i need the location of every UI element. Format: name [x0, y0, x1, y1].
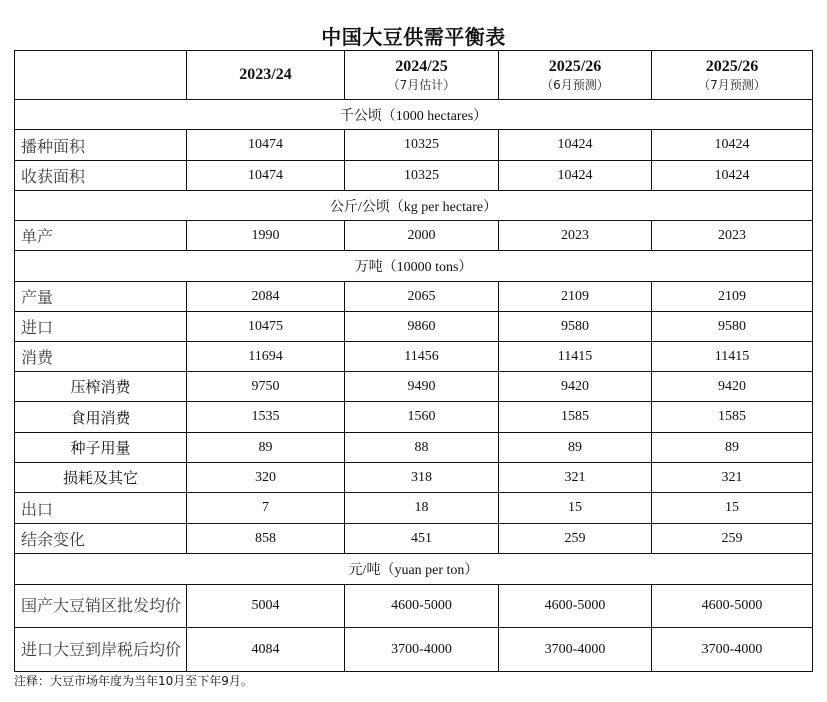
cell-value: 1560 — [345, 402, 499, 433]
table-row-balance-change — [15, 524, 813, 554]
cell-value: 2000 — [345, 221, 499, 251]
row-label: 国产大豆销区批发均价 — [15, 585, 187, 628]
table-row-import-price — [15, 628, 813, 672]
cell-value: 89 — [499, 433, 652, 463]
cell-value: 4084 — [187, 628, 345, 672]
cell-value: 10424 — [652, 161, 813, 191]
row-label: 收获面积 — [15, 161, 187, 191]
column-note: （7月预测） — [698, 78, 766, 92]
supply-demand-table — [14, 50, 813, 672]
header-2025-26-june — [499, 51, 652, 100]
cell-value: 9750 — [187, 372, 345, 402]
cell-value: 10424 — [499, 161, 652, 191]
row-label: 出口 — [15, 493, 187, 524]
cell-value: 2065 — [345, 282, 499, 312]
cell-value: 451 — [345, 524, 499, 554]
header-row — [15, 51, 813, 100]
row-label: 食用消费 — [15, 402, 187, 433]
column-note: （6月预测） — [541, 78, 609, 92]
cell-value: 858 — [187, 524, 345, 554]
unit-row-volume — [15, 251, 813, 282]
cell-value: 9580 — [652, 312, 813, 342]
column-note: （7月估计） — [387, 78, 456, 92]
row-label: 消费 — [15, 342, 187, 372]
cell-value: 9420 — [652, 372, 813, 402]
table-row-consumption — [15, 342, 813, 372]
header-corner-cell — [15, 51, 187, 100]
row-label: 结余变化 — [15, 524, 187, 554]
row-label: 播种面积 — [15, 130, 187, 161]
cell-value: 10325 — [345, 130, 499, 161]
page-title: 中国大豆供需平衡表 — [321, 25, 506, 49]
header-2023-24 — [187, 51, 345, 100]
column-year: 2024/25 — [395, 58, 448, 75]
cell-value: 3700-4000 — [345, 628, 499, 672]
cell-value: 9580 — [499, 312, 652, 342]
cell-value: 89 — [652, 433, 813, 463]
row-label: 单产 — [15, 221, 187, 251]
cell-value: 320 — [187, 463, 345, 493]
row-label: 进口大豆到岸税后均价 — [15, 628, 187, 672]
table-row-food — [15, 402, 813, 433]
footnote: 注释：大豆市场年度为当年10月至下年9月。 — [14, 674, 253, 688]
column-year: 2025/26 — [705, 58, 759, 75]
cell-value: 9860 — [345, 312, 499, 342]
header-2025-26-july — [652, 51, 813, 100]
cell-value: 10474 — [187, 161, 345, 191]
table-row-loss-other — [15, 463, 813, 493]
table-row-harvested-area — [15, 161, 813, 191]
cell-value: 10474 — [187, 130, 345, 161]
unit-label: 万吨（10000 tons） — [15, 251, 813, 282]
cell-value: 15 — [652, 493, 813, 524]
cell-value: 9490 — [345, 372, 499, 402]
cell-value: 2023 — [652, 221, 813, 251]
unit-row-area — [15, 100, 813, 130]
cell-value: 11456 — [345, 342, 499, 372]
row-label: 压榨消费 — [15, 372, 187, 402]
row-label: 种子用量 — [15, 433, 187, 463]
cell-value: 9420 — [499, 372, 652, 402]
cell-value: 10424 — [499, 130, 652, 161]
unit-label: 公斤/公顷（kg per hectare） — [15, 191, 813, 221]
cell-value: 3700-4000 — [652, 628, 813, 672]
cell-value: 3700-4000 — [499, 628, 652, 672]
cell-value: 10424 — [652, 130, 813, 161]
table-row-production — [15, 282, 813, 312]
table-row-yield — [15, 221, 813, 251]
row-label: 产量 — [15, 282, 187, 312]
cell-value: 1585 — [499, 402, 652, 433]
cell-value: 10325 — [345, 161, 499, 191]
cell-value: 1535 — [187, 402, 345, 433]
unit-label: 千公顷（1000 hectares） — [15, 100, 813, 130]
table-row-planted-area — [15, 130, 813, 161]
cell-value: 2109 — [499, 282, 652, 312]
cell-value: 4600-5000 — [652, 585, 813, 628]
cell-value: 88 — [345, 433, 499, 463]
cell-value: 11415 — [652, 342, 813, 372]
column-year: 2025/26 — [548, 58, 602, 75]
cell-value: 259 — [652, 524, 813, 554]
cell-value: 2023 — [499, 221, 652, 251]
table-row-seed — [15, 433, 813, 463]
cell-value: 1585 — [652, 402, 813, 433]
unit-label: 元/吨（yuan per ton） — [15, 554, 813, 585]
table-row-crush — [15, 372, 813, 402]
cell-value: 7 — [187, 493, 345, 524]
column-year: 2023/24 — [239, 66, 292, 83]
cell-value: 89 — [187, 433, 345, 463]
table-row-exports — [15, 493, 813, 524]
cell-value: 321 — [652, 463, 813, 493]
unit-row-price — [15, 554, 813, 585]
row-label: 进口 — [15, 312, 187, 342]
table-row-imports — [15, 312, 813, 342]
cell-value: 4600-5000 — [499, 585, 652, 628]
cell-value: 259 — [499, 524, 652, 554]
table-row-domestic-price — [15, 585, 813, 628]
cell-value: 318 — [345, 463, 499, 493]
cell-value: 4600-5000 — [345, 585, 499, 628]
cell-value: 5004 — [187, 585, 345, 628]
cell-value: 321 — [499, 463, 652, 493]
cell-value: 11694 — [187, 342, 345, 372]
unit-row-yield — [15, 191, 813, 221]
row-label: 损耗及其它 — [15, 463, 187, 493]
cell-value: 11415 — [499, 342, 652, 372]
cell-value: 18 — [345, 493, 499, 524]
cell-value: 2109 — [652, 282, 813, 312]
cell-value: 10475 — [187, 312, 345, 342]
cell-value: 1990 — [187, 221, 345, 251]
header-2024-25 — [345, 51, 499, 100]
cell-value: 15 — [499, 493, 652, 524]
cell-value: 2084 — [187, 282, 345, 312]
